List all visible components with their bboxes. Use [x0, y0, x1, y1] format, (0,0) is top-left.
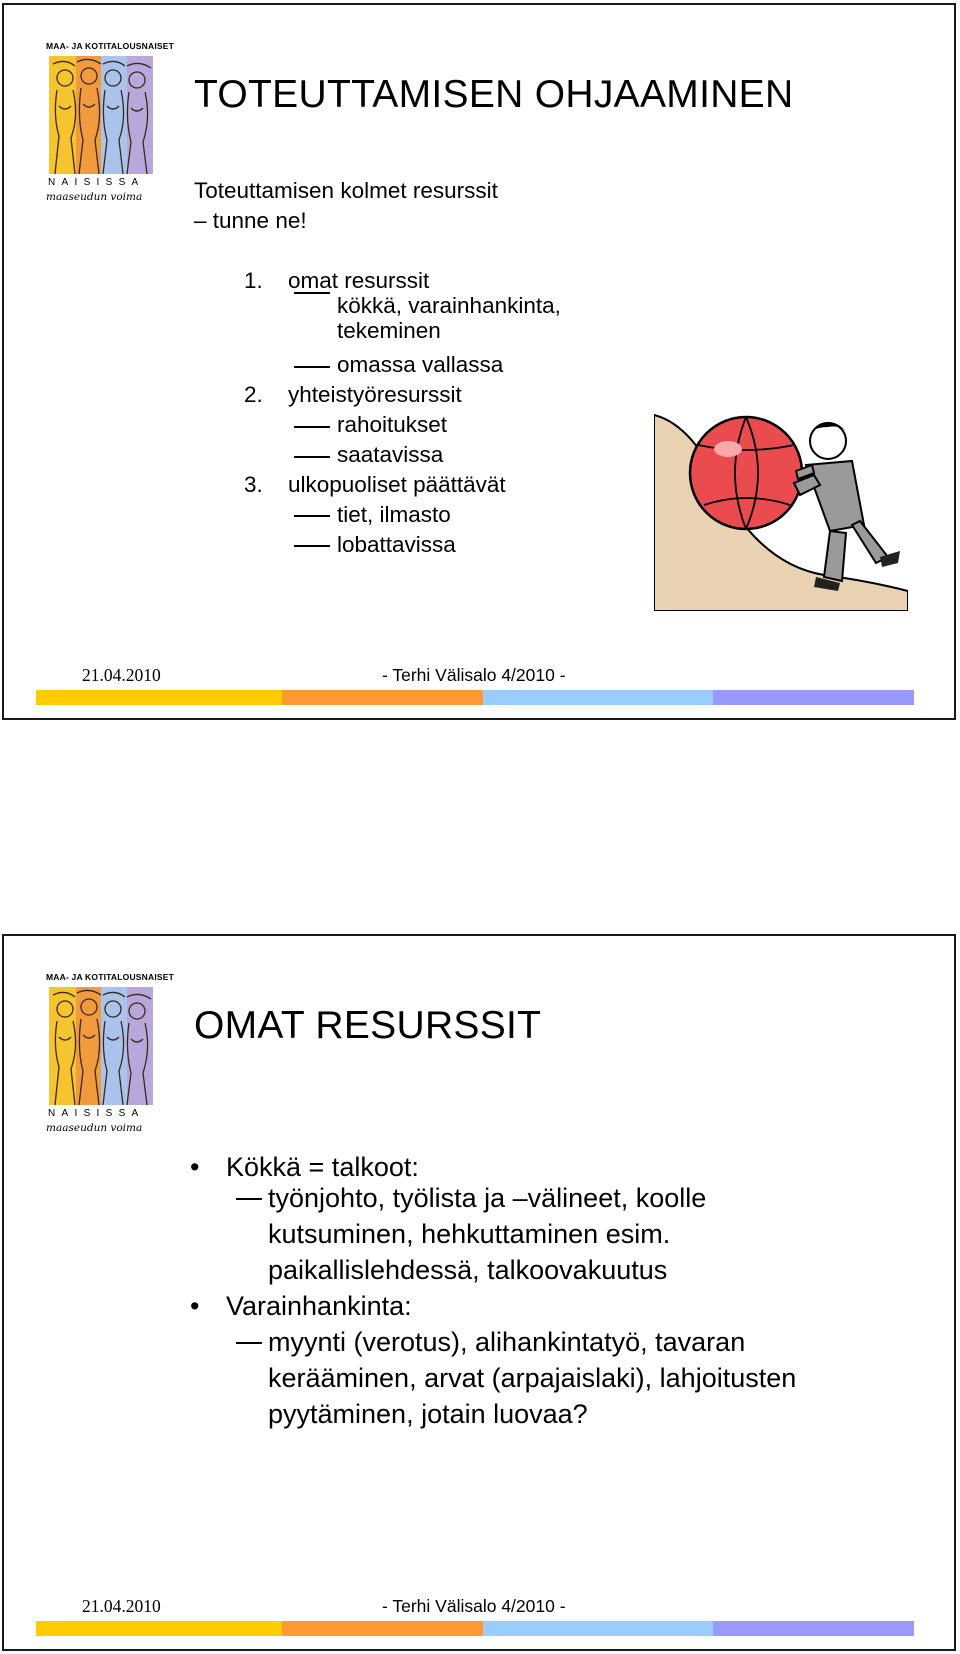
sub-bullet-line: myynti (verotus), alihankintatyö, tavaran	[268, 1327, 746, 1357]
sub-item: rahoitukset	[337, 412, 448, 437]
logo-naisissa-text: NAISISSA	[48, 177, 145, 188]
dash-marker	[236, 1198, 262, 1200]
dash-marker	[294, 426, 330, 428]
dash-marker	[294, 292, 330, 294]
dash-marker	[236, 1342, 262, 1344]
sub-item: lobattavissa	[337, 532, 456, 557]
footer-color-bar-orange	[282, 690, 483, 705]
man-pushing-ball-illustration-icon	[654, 405, 908, 611]
logo-tagline: maaseudun voima	[46, 191, 143, 203]
footer-color-bar-blue	[483, 690, 713, 705]
footer-date: 21.04.2010	[82, 665, 161, 685]
footer-color-bar-purple	[713, 1621, 914, 1636]
logo-tagline: maaseudun voima	[46, 1122, 143, 1134]
women-figures-logo-icon	[49, 987, 153, 1105]
sub-bullet-line: kutsuminen, hehkuttaminen esim.	[268, 1219, 671, 1249]
list-number: 2.	[244, 382, 263, 407]
organization-logo	[46, 41, 175, 203]
sub-bullet-line: pyytäminen, jotain luovaa?	[268, 1399, 588, 1429]
organization-logo	[46, 972, 175, 1134]
slide-title: TOTEUTTAMISEN OHJAAMINEN	[194, 73, 794, 116]
sub-item: omassa vallassa	[337, 352, 504, 377]
list-item: yhteistyöresurssit	[288, 382, 462, 407]
sub-item: tiet, ilmasto	[337, 502, 451, 527]
bullet-icon: •	[190, 1291, 200, 1321]
slide-toteuttamisen-ohjaaminen	[2, 3, 956, 720]
logo-org-name: MAA- JA KOTITALOUSNAISET	[46, 41, 175, 51]
dash-marker	[294, 456, 330, 458]
intro-line: Toteuttamisen kolmet resurssit	[194, 178, 498, 203]
logo-naisissa-text: NAISISSA	[48, 1108, 145, 1119]
sub-bullet-line: kerääminen, arvat (arpajaislaki), lahjoitusten	[268, 1363, 797, 1393]
footer-color-bar-blue	[483, 1621, 713, 1636]
sub-bullet-line: työnjohto, työlista ja –välineet, koolle	[268, 1183, 707, 1213]
sub-item: kökkä, varainhankinta,	[337, 293, 561, 318]
footer-date: 21.04.2010	[82, 1596, 161, 1616]
slide-title: OMAT RESURSSIT	[194, 1004, 542, 1047]
dash-marker	[294, 545, 330, 547]
logo-org-name: MAA- JA KOTITALOUSNAISET	[46, 972, 175, 982]
women-figures-logo-icon	[49, 56, 153, 174]
bullet-icon: •	[190, 1152, 200, 1182]
sub-item: saatavissa	[337, 442, 444, 467]
footer-color-bar-orange	[282, 1621, 483, 1636]
bullet-item: Varainhankinta:	[226, 1291, 412, 1321]
intro-line: – tunne ne!	[194, 208, 307, 233]
footer-color-bar-yellow	[36, 690, 282, 705]
footer-author: - Terhi Välisalo 4/2010 -	[382, 665, 566, 685]
sub-bullet-line: paikallislehdessä, talkoovakuutus	[268, 1255, 668, 1285]
footer-author: - Terhi Välisalo 4/2010 -	[382, 1596, 566, 1616]
bullet-item: Kökkä = talkoot:	[226, 1152, 419, 1182]
sub-item: tekeminen	[337, 318, 441, 343]
list-item: ulkopuoliset päättävät	[288, 472, 506, 497]
list-number: 1.	[244, 268, 263, 293]
dash-marker	[294, 366, 330, 368]
footer-color-bar-purple	[713, 690, 914, 705]
footer-color-bar-yellow	[36, 1621, 282, 1636]
dash-marker	[294, 515, 330, 517]
slide-omat-resurssit	[2, 934, 956, 1651]
list-number: 3.	[244, 472, 263, 497]
list-item: omat resurssit	[288, 268, 430, 293]
